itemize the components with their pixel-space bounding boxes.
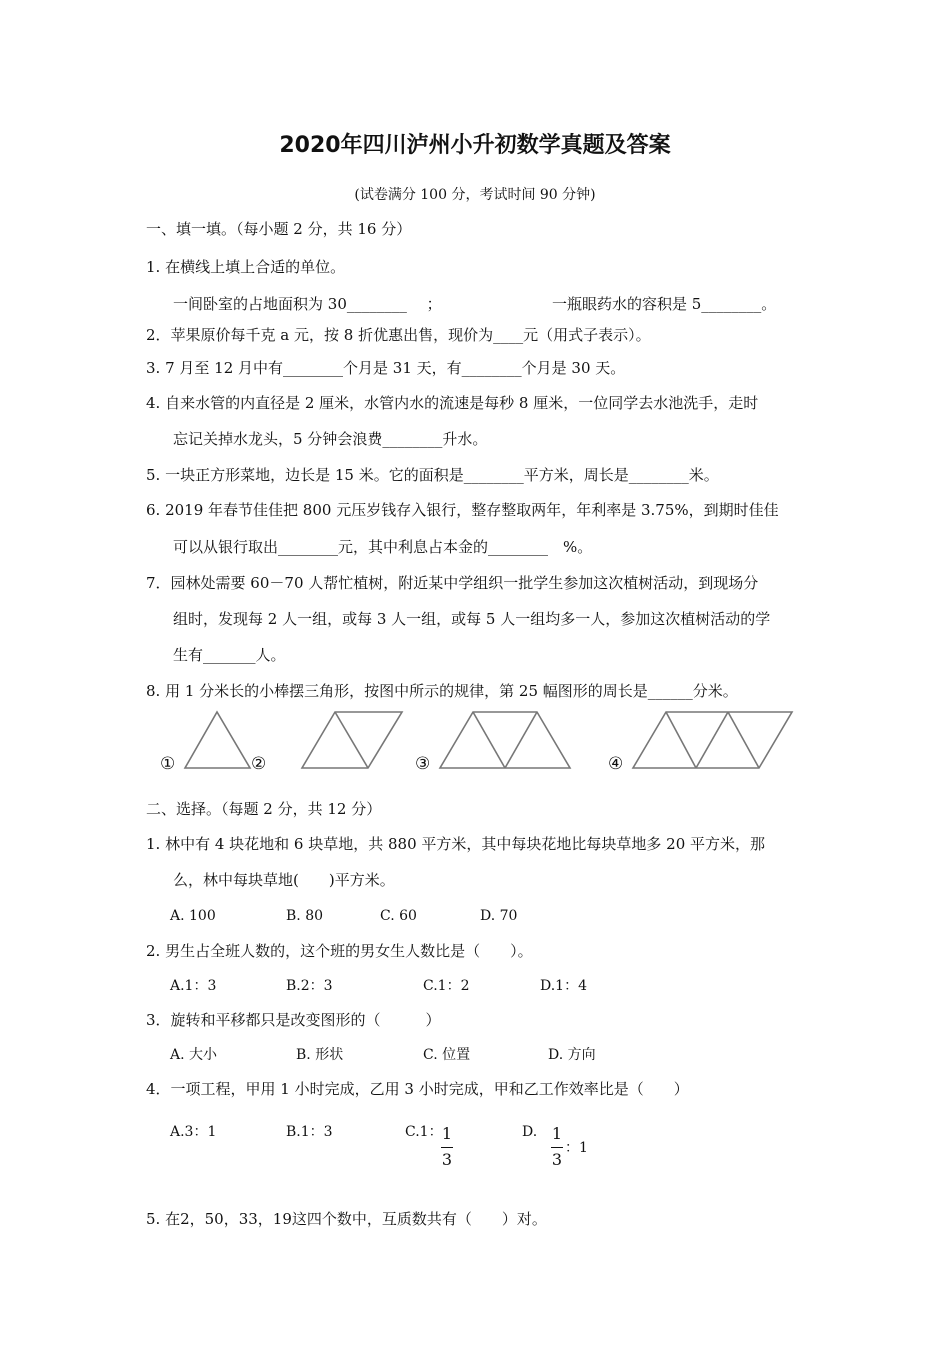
- q2-3-option-d: D. 方向: [548, 1047, 596, 1063]
- q2-5-text: 5. 在2，50，33，19这四个数中，互质数共有（ ）对。: [146, 1210, 547, 1228]
- q1-8-text: 8. 用 1 分米长的小棒摆三角形，按图中所示的规律，第 25 幅图形的周长是______分米。: [146, 682, 738, 700]
- q1-4-line1: 4. 自来水管的内直径是 2 厘米，水管内水的流速是每秒 8 厘米，一位同学去水池洗手，走时: [146, 394, 759, 412]
- figure2-diagonal: [335, 712, 368, 768]
- q1-3-text: 3. 7 月至 12 月中有________个月是 31 天，有________个月是 30 天。: [146, 359, 626, 377]
- q2-4-option-a: A.3：1: [170, 1124, 217, 1140]
- figure1-triangle: [185, 712, 250, 768]
- q2-1-line1: 1. 林中有 4 块花地和 6 块草地，共 880 平方米，其中每块花地比每块草地多 20 平方米，那: [146, 835, 766, 853]
- q2-1-option-a: A. 100: [170, 908, 216, 924]
- q2-4-option-d-frac-bar: [551, 1147, 563, 1148]
- q2-3-option-b: B. 形状: [296, 1047, 344, 1063]
- q1-4-line2: 忘记关掉水龙头，5 分钟会浪费________升水。: [173, 430, 488, 448]
- q2-2-option-d: D.1：4: [540, 978, 587, 994]
- section2-heading: 二、选择。（每题 2 分，共 12 分）: [146, 800, 382, 818]
- q2-4-option-c-frac-num: 1: [441, 1124, 453, 1143]
- section1-heading: 一、填一填。（每小题 2 分，共 16 分）: [146, 220, 412, 238]
- q1-1-text: 1. 在横线上填上合适的单位。: [146, 258, 346, 276]
- q2-1-option-c: C. 60: [380, 908, 417, 924]
- figure4-edge-b: [696, 712, 728, 768]
- q1-6-line2: 可以从银行取出________元，其中利息占本金的________ %。: [173, 538, 593, 556]
- figure-label-2: ②: [251, 754, 267, 774]
- exam-subtitle: (试卷满分 100 分，考试时间 90 分钟): [354, 187, 596, 203]
- q2-1-option-b: B. 80: [286, 908, 324, 924]
- q1-1-part-b: 一瓶眼药水的容积是 5________。: [552, 295, 777, 313]
- q2-4-option-c-frac-bar: [441, 1147, 453, 1148]
- q2-2-option-b: B.2：3: [286, 978, 333, 994]
- q2-3-text: 3．旋转和平移都只是改变图形的（ ）: [146, 1011, 441, 1029]
- q2-1-line2: 么，林中每块草地( )平方米。: [173, 871, 395, 889]
- q1-1-part-a: 一间卧室的占地面积为 30________ ；: [173, 295, 442, 313]
- q1-5-text: 5. 一块正方形菜地，边长是 15 米。它的面积是________平方米，周长是________米。: [146, 466, 719, 484]
- q1-7-line3: 生有_______人。: [173, 646, 286, 664]
- q2-4-option-d-frac-num: 1: [551, 1124, 563, 1143]
- q2-4-option-d: D.: [522, 1124, 538, 1140]
- figure4-edge-a: [666, 712, 696, 768]
- q2-2-text: 2. 男生占全班人数的，这个班的男女生人数比是（ ）。: [146, 942, 533, 960]
- q2-2-option-c: C.1：2: [423, 978, 470, 994]
- q2-3-option-a: A. 大小: [170, 1047, 218, 1063]
- figure4-edge-c: [728, 712, 759, 768]
- page-title: 2020年四川泸州小升初数学真题及答案: [279, 133, 671, 158]
- q2-3-option-c: C. 位置: [423, 1047, 471, 1063]
- figure3-edge-a: [473, 712, 505, 768]
- q2-2-option-a: A.1：3: [170, 978, 217, 994]
- figure-label-4: ④: [608, 754, 624, 774]
- q2-4-text: 4．一项工程，甲用 1 小时完成，乙用 3 小时完成，甲和乙工作效率比是（ ）: [146, 1080, 689, 1098]
- figure-label-1: ①: [160, 754, 176, 774]
- q2-4-option-b: B.1：3: [286, 1124, 333, 1140]
- figure3-edge-b: [505, 712, 537, 768]
- q1-7-line2: 组时，发现每 2 人一组，或每 3 人一组，或每 5 人一组均多一人，参加这次植树活动的学: [173, 610, 771, 628]
- q2-1-option-d: D. 70: [480, 908, 518, 924]
- figure-label-3: ③: [415, 754, 431, 774]
- q2-4-option-d-frac-den: 3: [551, 1150, 563, 1169]
- q2-4-option-d-suffix: ：1: [565, 1140, 588, 1156]
- q1-7-line1: 7．园林处需要 60－70 人帮忙植树，附近某中学组织一批学生参加这次植树活动，到现场分: [146, 574, 759, 592]
- q1-6-line1: 6. 2019 年春节佳佳把 800 元压岁钱存入银行，整存整取两年，年利率是 3.75%，到期时佳佳: [146, 501, 779, 519]
- figure3-trapezoid: [440, 712, 570, 768]
- q1-2-text: 2．苹果原价每千克 a 元，按 8 折优惠出售，现价为____元（用式子表示）。: [146, 326, 651, 344]
- q2-4-option-c-frac-den: 3: [441, 1150, 453, 1169]
- q2-4-option-c: C.1：: [405, 1124, 443, 1140]
